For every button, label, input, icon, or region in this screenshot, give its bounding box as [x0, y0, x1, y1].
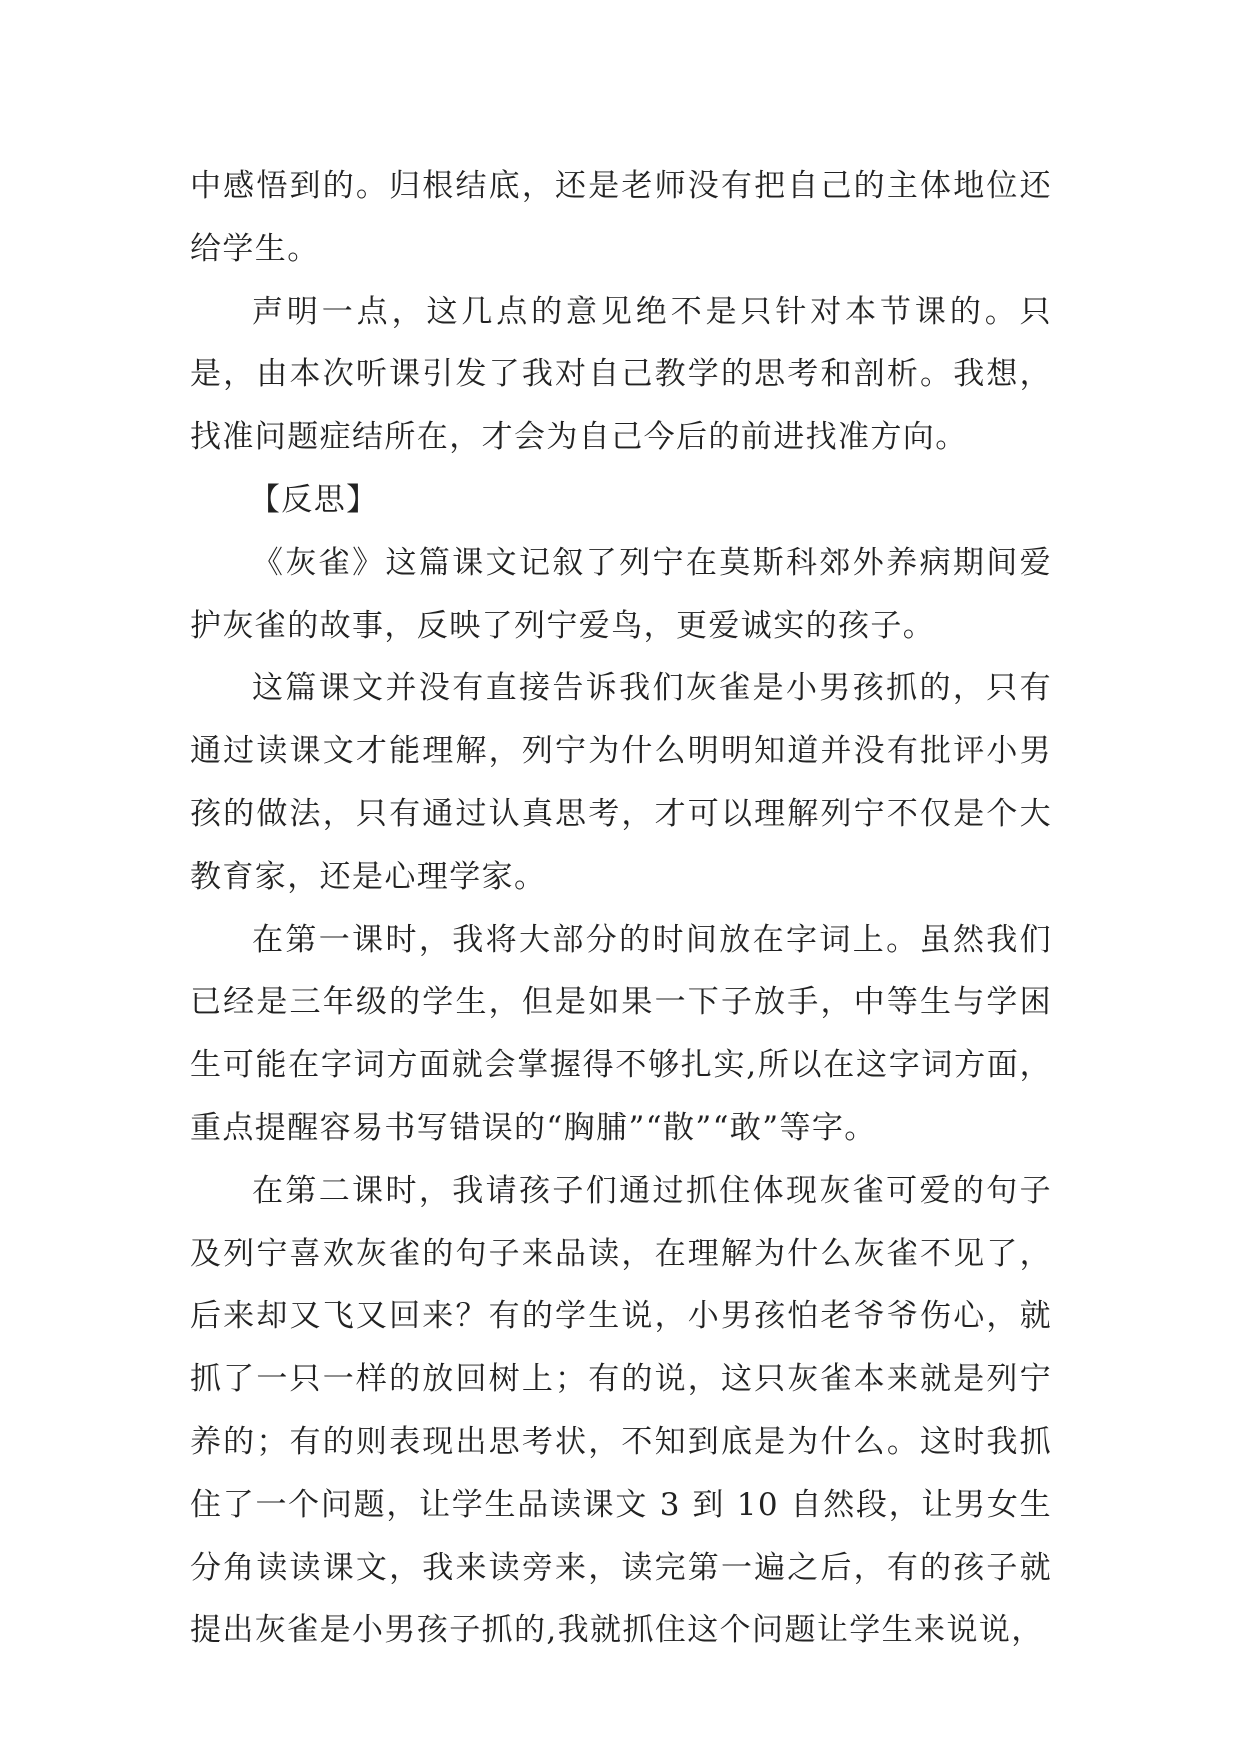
paragraph-first-period: 在第一课时，我将大部分的时间放在字词上。虽然我们已经是三年级的学生，但是如果一下子放手，中等生与学困生可能在字词方面就会掌握得不够扎实,所以在这字词方面，重点提醒容易书写错误的“胸脯”“散”“敢”等字。: [190, 921, 1052, 1146]
paragraph-continued: 中感悟到的。归根结底，还是老师没有把自己的主体地位还给学生。: [190, 168, 1052, 267]
paragraph-lesson-summary: 《灰雀》这篇课文记叙了列宁在莫斯科郊外养病期间爱护灰雀的故事，反映了列宁爱鸟，更爱诚实的孩子。: [190, 544, 1052, 644]
paragraph-lesson-analysis: 这篇课文并没有直接告诉我们灰雀是小男孩抓的，只有通过读课文才能理解，列宁为什么明明知道并没有批评小男孩的做法，只有通过认真思考，才可以理解列宁不仅是个大教育家，还是心理学家。: [190, 670, 1052, 895]
section-heading-reflection: 【反思】: [248, 481, 379, 518]
paragraph-second-period: 在第二课时，我请孩子们通过抓住体现灰雀可爱的句子及列宁喜欢灰雀的句子来品读，在理解为什么灰雀不见了，后来却又飞又回来？有的学生说，小男孩怕老爷爷伤心，就抓了一只一样的放回树上；有的说，这只灰雀本来就是列宁养的；有的则表现出思考状，不知到底是为什么。这时我抓住了一个问题，让学生品读课文 3 到 10 自然段，让男女生分角读读课文，我来读旁来，读完第一遍之后，有的孩子就提出灰雀是小男孩子抓的,我就抓住这个问题让学生来说说，: [190, 1172, 1052, 1649]
paragraph-statement: 声明一点，这几点的意见绝不是只针对本节课的。只是，由本次听课引发了我对自己教学的思考和剖析。我想，找准问题症结所在，才会为自己今后的前进找准方向。: [190, 293, 1052, 456]
document-body: [190, 155, 1052, 1662]
